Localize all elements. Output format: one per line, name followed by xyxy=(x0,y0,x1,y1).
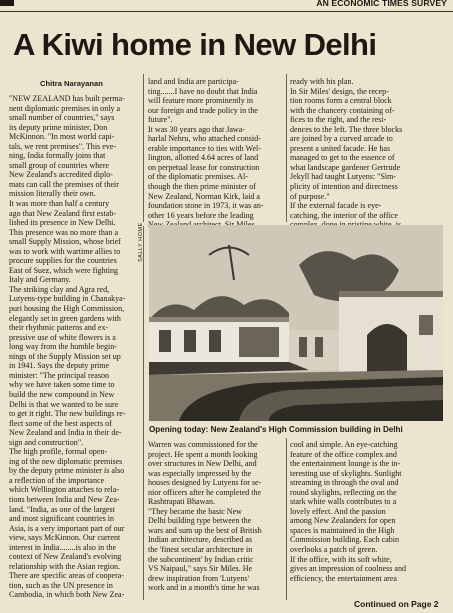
body-column-2-top: land and India are participa- ting.......I have no doubt that India will feature more prominently in our foreign and trade policy in the future". It was 30 years ago that Jawa- harlal Nehru, who attached consid- erable importance to ties with Wel- lington, allotted 4.64 acres of land on perpetual lease for construction of the diplomatic premises. Al- though the then prime minister of New Zealand, Norman Kirk, laid a foundation stone in 1973, it was an- other 16 years before the leading xyxy=(148,77,264,220)
survey-header xyxy=(0,0,453,12)
header-tab-mark xyxy=(0,0,14,6)
body-column-1: "NEW ZEALAND has built perma- nent diplomatic premises in only a small number of countries," says its deputy prime minister, Don McKinnon. "In most world capi- tals, we rent premises". This eve- ning, India formally joins that small group of countries where New Zealand's accredited diplo- mats can call the premises of their mission literally their own. It was more than half a century ago that New Zealand first estab- lished its presence in New Delhi. This presence was no more than a small Supply Mission, whose brief was to work with wartime allies to procure supplies for the countries East of Suez, which were fighting Italy and Germany. The striking clay and Agra red, Lutyens-type building in Chanakya- puri housing the High Commission, elegantly set in green gardens with their rhythmic patterns and ex- pressive use of white flowers is a long way from the humble begin- nings of the Supply Mission set up in 1941. Says the deputy prime minister: "The principal reason why we have taken some time to build the new compound in New Delhi is that we wanted to be sure to get it right. The new buildings re- flect some of the best aspects of New Zealand and India in their de- sign and construction". The high profile, formal open- ing of the new diplomatic premises by the deputy prime minister is also a reflection of the importance which Wellington attaches to rela- tions between India and New Zea- land. "India, as one of the largest and most significant countries in Asia, is a very important part of our view, says McKinnon. Our current interest in India........is also in the context of New Zealand's evolving relationship with the Asian region. There are specific areas of coopera- tion, such as the UN presence in Cambodia, in which both New Zea- xyxy=(9,94,126,600)
column-rule-1 xyxy=(143,74,144,222)
body-column-3-top: ready with his plan. In Sir Miles' design, the recep- tion rooms form a central block with the chancery containing of- fices to the right, and the resi- dences to the left. The three blocks are joined by a curved arcade to present a united facade. He has managed to get to the essence of what landscape gardener Gertrude Jekyll had taught Lutyens: "Sim- plicity of intention and directness of purpose." If the external facade is eye- catching, the interior of the office xyxy=(290,77,403,220)
column-rule-2 xyxy=(286,74,287,222)
photo-caption: Opening today: New Zealand's High Commission building in Delhi xyxy=(149,425,403,434)
byline: Chitra Narayanan xyxy=(40,79,103,88)
body-column-2-bottom: Warren was commissioned for the project. He spent a month looking over structures in New Delhi, and was especially impressed by the houses designed by Lutyens for se- nior officers after he completed the Rashtrapati Bhawan. "They became the basic New Delhi building type between the wars and sum up the best of British Indian architecture, described as the 'finest secular architecture in the subcontinent' by Indian critic VS Naipaul," says Sir Miles. He drew inspiration from 'Lutyens' work and in a month's time he was xyxy=(148,440,262,593)
survey-title: AN ECONOMIC TIMES SURVEY xyxy=(316,0,447,8)
photo-credit: SALLY HOME xyxy=(138,222,144,262)
continued-link[interactable]: Continued on Page 2 xyxy=(354,599,439,609)
column-rule-3 xyxy=(286,438,287,600)
body-column-3-bottom: cool and simple. An eye-catching feature of the office complex and the entertainment lounge is the in- teresting use of skylights. Sunlight streaming in through the oval and round skylights, reflecting on the stark white walls contributes to a lovely effect. And the passion among New Zealanders for open spaces is maintained in the High Commission building. Each cabin overlooks a patch of green. If the office, with its soft white, gives an impression of coolness and efficiency, the entertainment area xyxy=(290,440,406,583)
headline: A Kiwi home in New Delhi xyxy=(13,27,377,62)
building-photo xyxy=(149,225,443,421)
column-rule-4 xyxy=(143,226,144,600)
